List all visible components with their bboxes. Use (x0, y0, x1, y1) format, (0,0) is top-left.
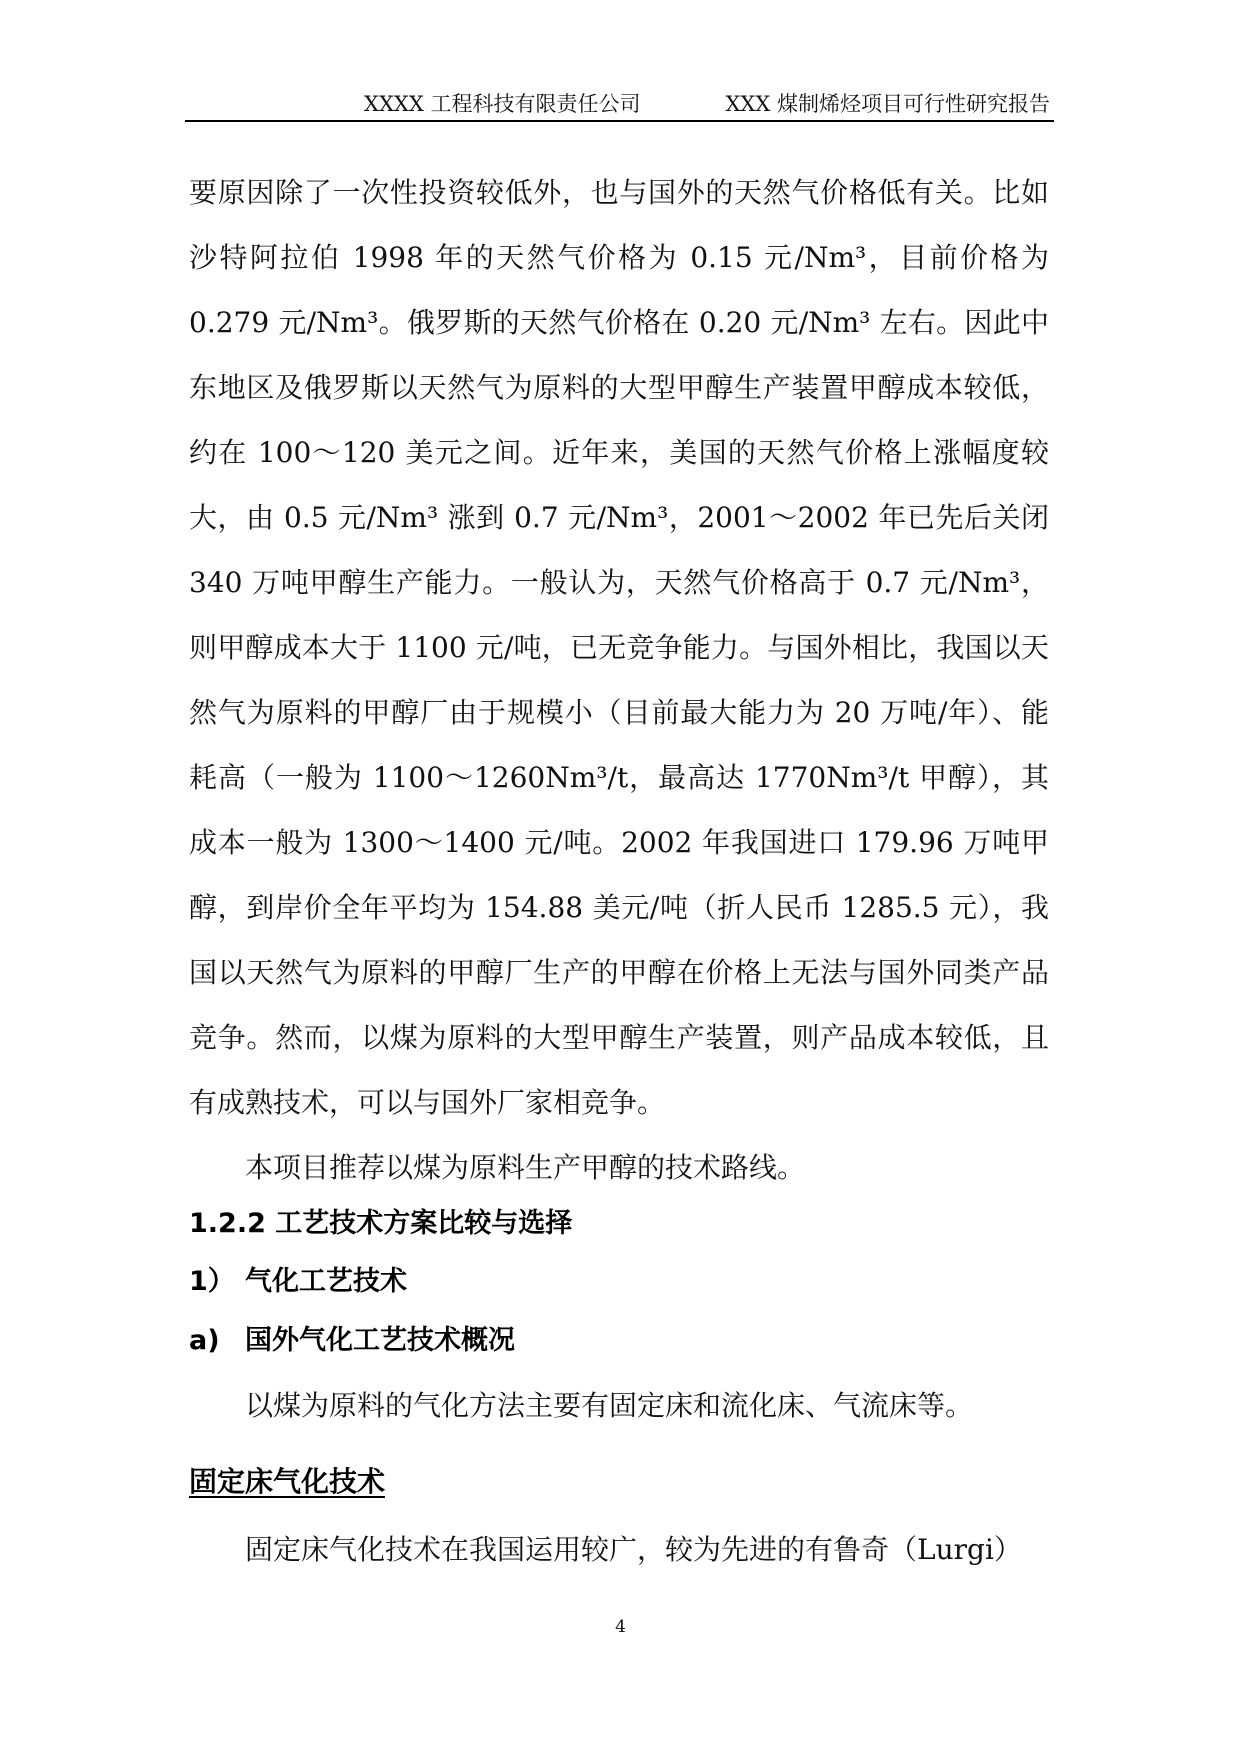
header-report-title: XXX 煤制烯烃项目可行性研究报告 (725, 92, 1050, 116)
paragraph-recommendation: 本项目推荐以煤为原料生产甲醇的技术路线。 (245, 1151, 806, 1184)
subsection-foreign-overview (189, 1318, 515, 1357)
subsection-title: 气化工艺技术 (245, 1266, 407, 1297)
header-company: XXXX 工程科技有限责任公司 (364, 92, 641, 116)
subsection-gasification (189, 1259, 407, 1298)
paragraph-gasification-methods: 以煤为原料的气化方法主要有固定床和流化床、气流床等。 (245, 1389, 974, 1422)
paragraph-fixed-bed: 固定床气化技术在我国运用较广，较为先进的有鲁奇（Lurgi） (245, 1533, 1022, 1566)
underlined-heading: 固定床气化技术 (189, 1465, 386, 1498)
subsection-number: a) (189, 1325, 220, 1356)
subsection-number: 1） (189, 1266, 235, 1297)
paragraph-methanol-cost: 要原因除了一次性投资较低外，也与国外的天然气价格低有关。比如沙特阿拉伯 1998 年的天然气价格为 0.15 元/Nm³，目前价格为 0.279 元/Nm³。俄罗斯的天然气价格在 0.20 元/Nm³ 左右。因此中东地区及俄罗斯以天然气为原料的大型甲醇生产装置甲醇成本较低，约在 100～120 美元之间。近年来，美国的天然气价格上涨幅度较大，由 0.5 元/Nm³ 涨到 0.7 元/Nm³，2001～2002 年已先后关闭 340 万吨甲醇生产能力。一般认为，天然气价格高于 0.7 元/Nm³，则甲醇成本大于 1100 元/吨，已无竞争能力。与国外相比，我国以天然气为原料的甲醇厂由于规模小（目前最大能力为 20 万吨/年）、能耗高（一般为 1100～1260Nm³/t，最高达 1770Nm³/t 甲醇），其成本一般为 1300～1400 元/吨。2002 年我国进口 179.96 万吨甲醇，到岸价全年平均为 154.88 美元/吨（折人民币 1285.5 元），我国以天然气为原料的甲醇厂生产的甲醇在价格上无法与国外同类产品竞争。然而，以煤为原料的大型甲醇生产装置，则产品成本较低，且有成熟技术，可以与国外厂家相竞争。 (189, 176, 1049, 1119)
body-text (189, 160, 1049, 1200)
page-header (185, 86, 1054, 122)
section-heading: 1.2.2 工艺技术方案比较与选择 (189, 1208, 573, 1239)
subsection-title: 国外气化工艺技术概况 (245, 1325, 515, 1356)
page-number: 4 (615, 1617, 626, 1637)
